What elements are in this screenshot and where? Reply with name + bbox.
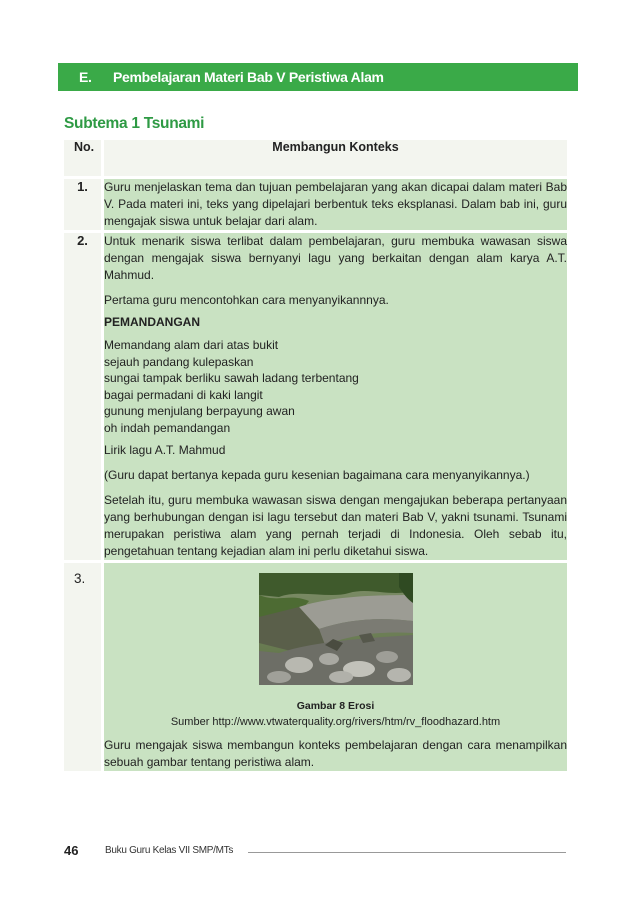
row-content bbox=[104, 563, 567, 774]
table-row bbox=[64, 563, 567, 774]
closing-paragraph: Setelah itu, guru membuka wawasan siswa dengan mengajukan beberapa pertanyaan yang berhubungan dengan isi lagu tersebut dan materi Bab V, yakni tsunami. Tsunami merupakan peristiwa alam yang pernah terjadi di Indonesia. Oleh sebab itu, pengetahuan tentang kejadian alam ini perlu diketahui siswa. bbox=[104, 493, 567, 558]
example-paragraph: Pertama guru mencontohkan cara menyanyikannnya. bbox=[104, 293, 389, 307]
footer-divider bbox=[248, 852, 566, 853]
song-title: PEMANDANGAN bbox=[104, 315, 200, 329]
section-title: Pembelajaran Materi Bab V Peristiwa Alam bbox=[113, 69, 384, 85]
table-row bbox=[64, 179, 567, 233]
table-row bbox=[64, 233, 567, 563]
subtema-title: Subtema 1 Tsunami bbox=[64, 115, 205, 132]
book-title: Buku Guru Kelas VII SMP/MTs bbox=[105, 845, 234, 856]
row-number: 3. bbox=[64, 563, 104, 774]
table-header-row bbox=[64, 140, 567, 179]
song-line: bagai permadani di kaki langit bbox=[104, 387, 263, 402]
figure-source: Sumber http://www.vtwaterquality.org/rivers/htm/rv_floodhazard.htm bbox=[170, 716, 501, 728]
song-line: oh indah pemandangan bbox=[104, 420, 231, 435]
row-paragraph: Guru menjelaskan tema dan tujuan pembelajaran yang akan dicapai dalam materi Bab V. Pada materi ini, teks yang dipelajari berbentuk teks eksplanasi. Dalam bab ini, guru mengajak siswa untuk belajar dari alam. bbox=[104, 180, 567, 228]
header-no: No. bbox=[64, 140, 104, 179]
song-line: Memandang alam dari atas bukit bbox=[104, 338, 279, 352]
row-content bbox=[104, 179, 567, 233]
erosion-photo bbox=[259, 573, 413, 685]
row-number: 1. bbox=[64, 179, 104, 233]
header-context: Membangun Konteks bbox=[104, 140, 567, 179]
teacher-note: (Guru dapat bertanya kepada guru kesenian bagaimana cara menyanyikannya.) bbox=[104, 468, 530, 482]
figure-caption: Gambar 8 Erosi bbox=[296, 700, 375, 712]
song-lyrics bbox=[104, 337, 567, 436]
row-number: 2. bbox=[64, 233, 104, 563]
intro-paragraph: Untuk menarik siswa terlibat dalam pembelajaran, guru membuka wawasan siswa dengan mengajak siswa bernyanyi lagu yang berkaitan dengan alam karya A.T. Mahmud. bbox=[104, 234, 567, 282]
erosion-figure bbox=[104, 573, 567, 729]
page-number: 46 bbox=[64, 843, 79, 858]
song-line: sungai tampak berliku sawah ladang terbentang bbox=[104, 371, 359, 385]
section-letter: E. bbox=[79, 69, 92, 85]
row-paragraph: Guru mengajak siswa membangun konteks pembelajaran dengan cara menampilkan sebuah gambar tentang peristiwa alam. bbox=[104, 738, 567, 769]
section-header-bar bbox=[58, 63, 578, 91]
song-line: sejauh pandang kulepaskan bbox=[104, 354, 254, 369]
context-table bbox=[64, 140, 567, 774]
song-line: gunung menjulang berpayung awan bbox=[104, 404, 295, 418]
song-credit: Lirik lagu A.T. Mahmud bbox=[104, 443, 226, 457]
row-content bbox=[104, 233, 567, 563]
